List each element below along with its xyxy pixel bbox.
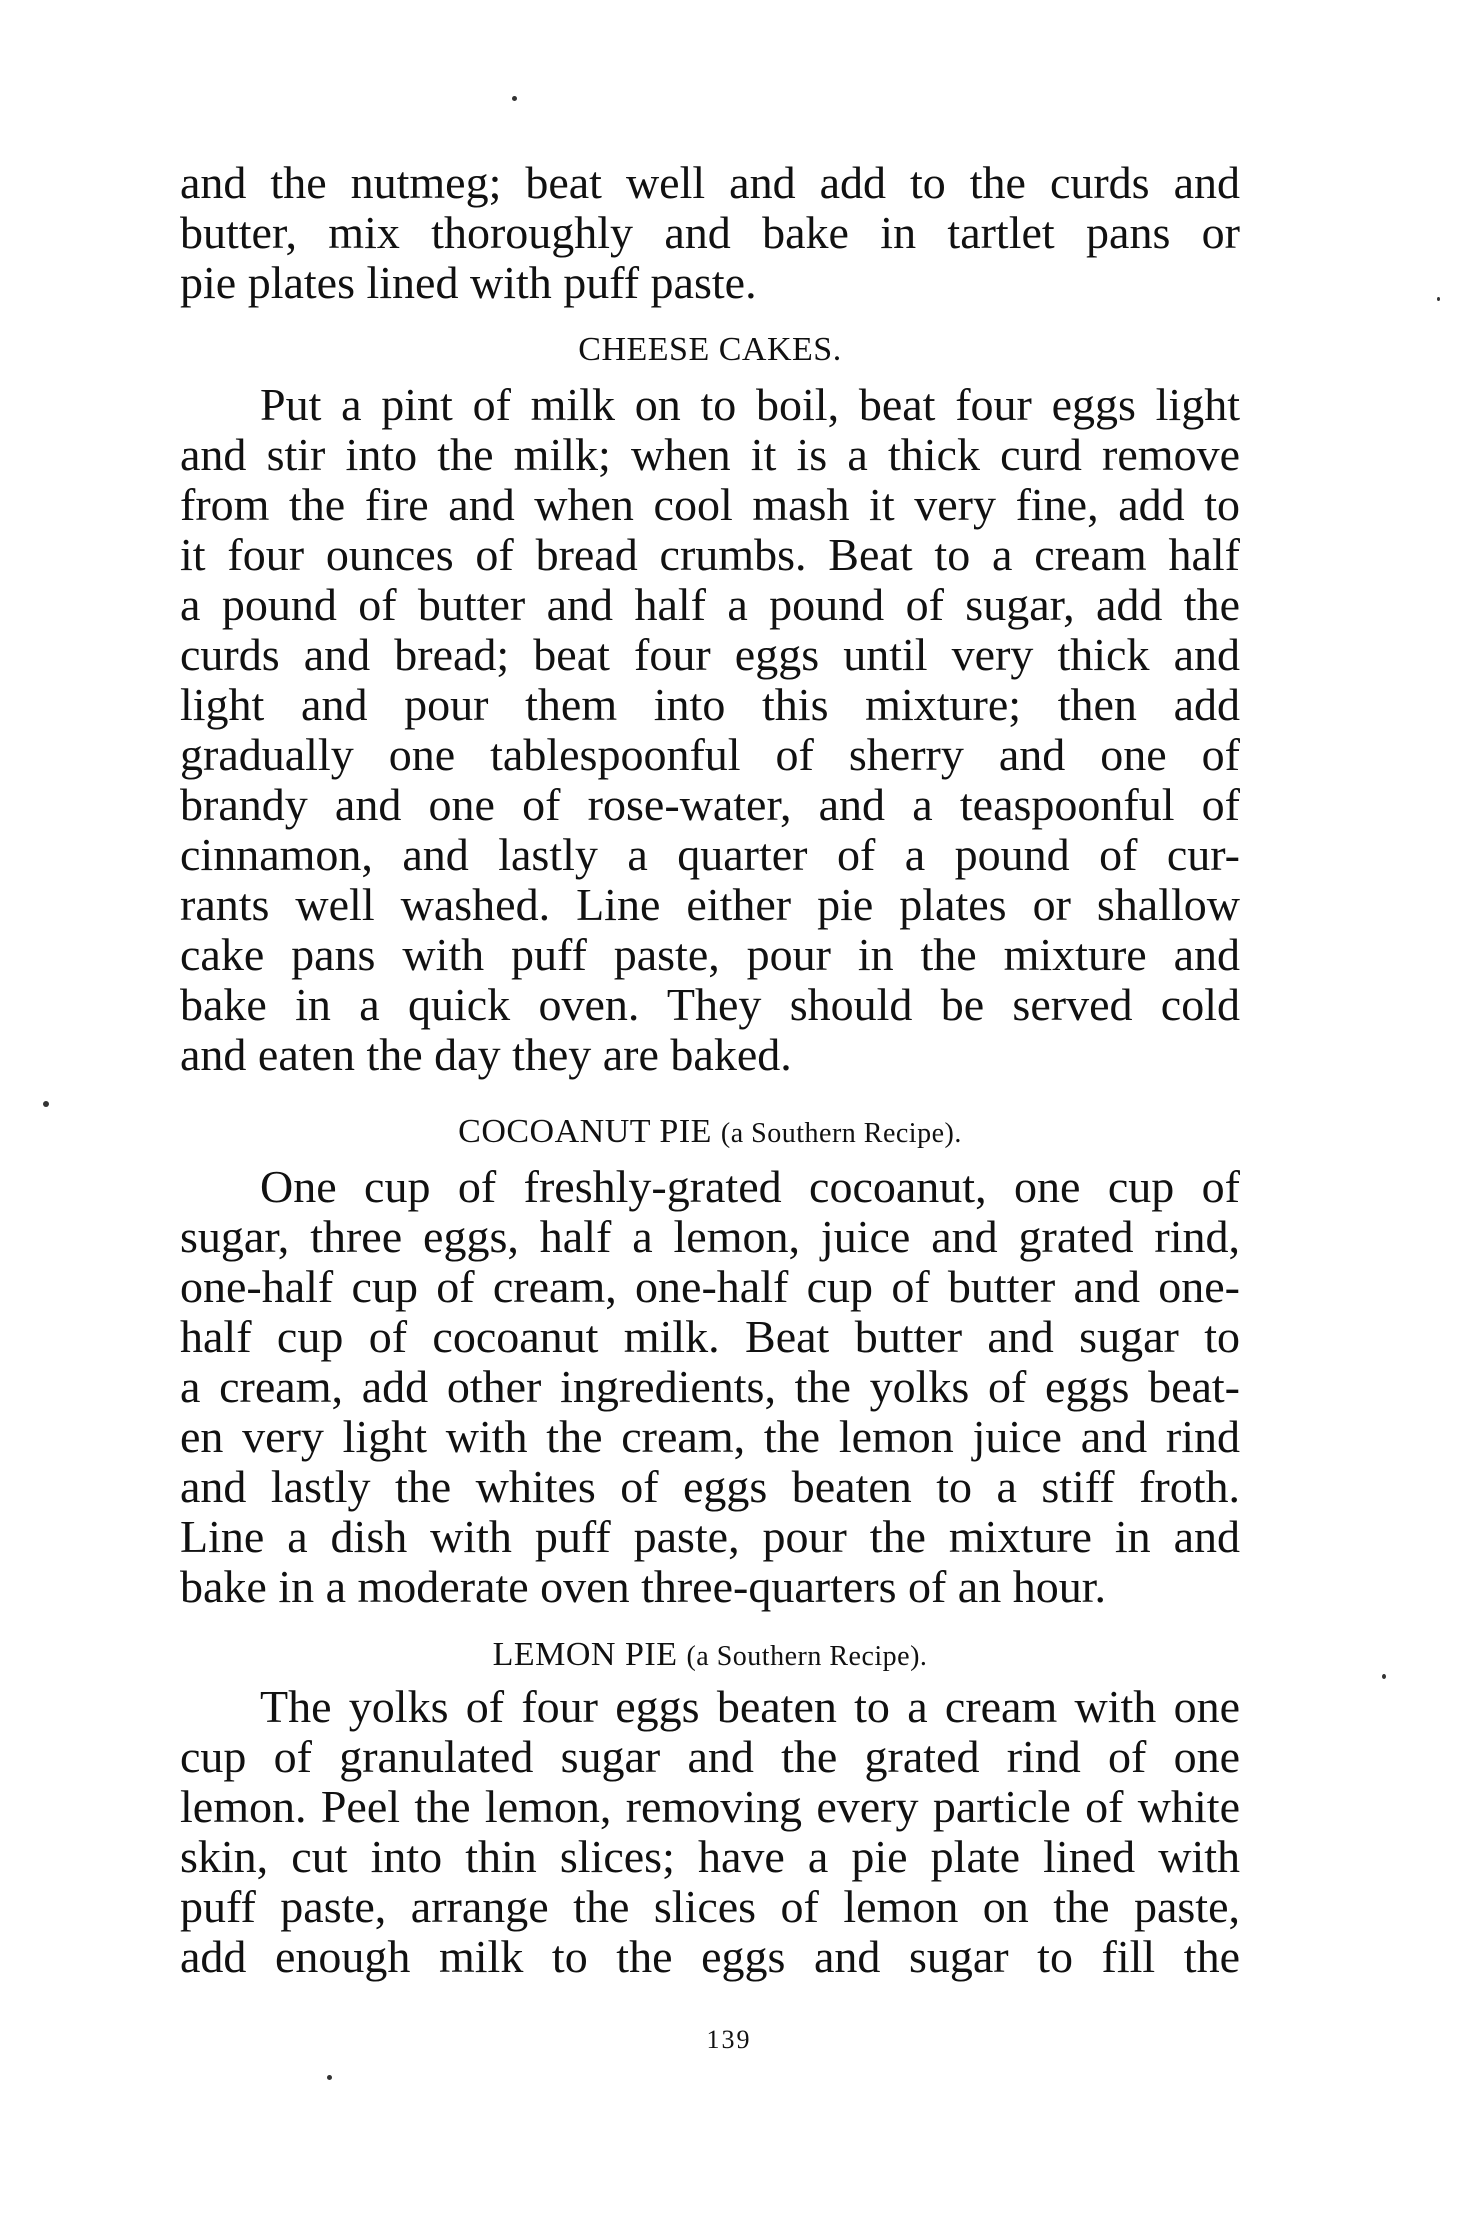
text-line: gradually one tablespoonful of sherry and one of — [180, 729, 1240, 780]
text-line: and eaten the day they are baked. — [180, 1029, 792, 1080]
recipe-title: COCOANUT PIE — [458, 1113, 712, 1150]
intro-paragraph — [180, 158, 1240, 308]
text-line: a pound of butter and half a pound of sugar, add the — [180, 579, 1240, 630]
text-line: bake in a quick oven. They should be served cold — [180, 979, 1240, 1030]
text-line: Line a dish with puff paste, pour the mixture in and — [180, 1511, 1240, 1562]
recipe-heading-lemon-pie — [180, 1635, 1240, 1677]
recipe-body-lemon-pie — [180, 1682, 1240, 1982]
text-line: rants well washed. Line either pie plates or shallow — [180, 879, 1240, 930]
text-line: and the nutmeg; beat well and add to the curds and — [180, 157, 1240, 208]
text-line: cake pans with puff paste, pour in the mixture and — [180, 929, 1240, 980]
ink-speck — [327, 2075, 332, 2080]
text-line: cinnamon, and lastly a quarter of a pound of cur- — [180, 829, 1240, 880]
text-line: pie plates lined with puff paste. — [180, 257, 757, 308]
text-line: en very light with the cream, the lemon juice and rind — [180, 1411, 1240, 1462]
ink-speck — [512, 96, 517, 101]
text-line: and lastly the whites of eggs beaten to a stiff froth. — [180, 1461, 1240, 1512]
text-line: brandy and one of rose-water, and a teaspoonful of — [180, 779, 1240, 830]
text-line: skin, cut into thin slices; have a pie plate lined with — [180, 1831, 1240, 1882]
recipe-body-cheese-cakes — [180, 380, 1240, 1080]
text-line: half cup of cocoanut milk. Beat butter and sugar to — [180, 1311, 1240, 1362]
recipe-body-cocoanut-pie — [180, 1162, 1240, 1612]
text-line: butter, mix thoroughly and bake in tartlet pans or — [180, 207, 1240, 258]
text-line: puff paste, arrange the slices of lemon on the paste, — [180, 1881, 1240, 1932]
text-line: One cup of freshly-grated cocoanut, one cup of — [260, 1161, 1240, 1212]
text-line: add enough milk to the eggs and sugar to fill the — [180, 1931, 1240, 1982]
text-line: sugar, three eggs, half a lemon, juice and grated rind, — [180, 1211, 1240, 1262]
text-line: light and pour them into this mixture; then add — [180, 679, 1240, 730]
text-line: cup of granulated sugar and the grated rind of one — [180, 1731, 1240, 1782]
recipe-heading-cheese-cakes — [180, 330, 1240, 370]
ink-speck — [43, 1101, 49, 1107]
recipe-title: CHEESE CAKES. — [578, 331, 842, 368]
text-line: lemon. Peel the lemon, removing every particle of white — [180, 1781, 1240, 1832]
text-line: and stir into the milk; when it is a thick curd remove — [180, 429, 1240, 480]
recipe-subtitle: (a Southern Recipe). — [686, 1641, 928, 1672]
recipe-heading-cocoanut-pie — [180, 1112, 1240, 1154]
recipe-subtitle: (a Southern Recipe). — [720, 1118, 962, 1149]
text-line: curds and bread; beat four eggs until very thick and — [180, 629, 1240, 680]
text-line: bake in a moderate oven three-quarters of an hour. — [180, 1561, 1106, 1612]
ink-speck — [1437, 297, 1440, 301]
page-number: 139 — [706, 2025, 752, 2054]
text-line: a cream, add other ingredients, the yolks of eggs beat- — [180, 1361, 1240, 1412]
text-line: The yolks of four eggs beaten to a cream with one — [260, 1681, 1240, 1732]
text-line: one-half cup of cream, one-half cup of butter and one- — [180, 1261, 1240, 1312]
text-line: Put a pint of milk on to boil, beat four eggs light — [260, 379, 1240, 430]
recipe-title: LEMON PIE — [492, 1636, 678, 1673]
ink-speck — [1382, 1674, 1386, 1679]
text-line: from the fire and when cool mash it very fine, add to — [180, 479, 1240, 530]
text-line: it four ounces of bread crumbs. Beat to a cream half — [180, 529, 1240, 580]
